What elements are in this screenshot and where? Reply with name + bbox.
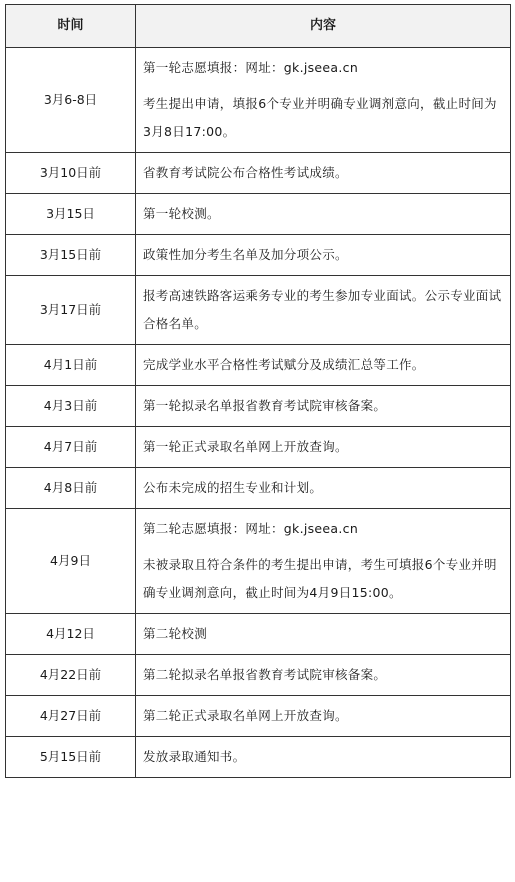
content-line: 第二轮校测 [143, 626, 208, 641]
content-line: 发放录取通知书。 [143, 749, 246, 764]
schedule-body [6, 48, 511, 778]
schedule-table [5, 4, 511, 778]
table-row [6, 696, 511, 737]
table-header-row [6, 5, 511, 48]
time-cell: 3月15日 [6, 194, 136, 235]
time-cell: 4月27日前 [6, 696, 136, 737]
table-row [6, 427, 511, 468]
content-cell [136, 468, 511, 509]
content-line: 第一轮拟录名单报省教育考试院审核备案。 [143, 398, 387, 413]
content-line: 完成学业水平合格性考试赋分及成绩汇总等工作。 [143, 357, 425, 372]
content-line: 第二轮正式录取名单网上开放查询。 [143, 708, 348, 723]
time-cell: 4月1日前 [6, 345, 136, 386]
content-cell [136, 386, 511, 427]
content-line: 政策性加分考生名单及加分项公示。 [143, 247, 348, 262]
table-row [6, 509, 511, 614]
content-cell [136, 345, 511, 386]
content-line: 报考高速铁路客运乘务专业的考生参加专业面试。公示专业面试合格名单。 [143, 288, 502, 331]
time-cell: 4月8日前 [6, 468, 136, 509]
content-line: 第一轮志愿填报：网址：gk.jseea.cn [143, 60, 359, 75]
content-cell [136, 427, 511, 468]
table-row [6, 48, 511, 153]
time-cell: 4月3日前 [6, 386, 136, 427]
time-cell: 3月17日前 [6, 276, 136, 345]
time-cell: 5月15日前 [6, 737, 136, 778]
content-cell [136, 737, 511, 778]
header-content: 内容 [136, 5, 511, 48]
content-cell [136, 509, 511, 614]
content-cell [136, 194, 511, 235]
time-cell: 3月6-8日 [6, 48, 136, 153]
time-cell: 4月12日 [6, 614, 136, 655]
content-cell [136, 235, 511, 276]
content-line: 第一轮正式录取名单网上开放查询。 [143, 439, 348, 454]
table-row [6, 235, 511, 276]
content-cell [136, 48, 511, 153]
content-cell [136, 276, 511, 345]
table-row [6, 153, 511, 194]
table-row [6, 194, 511, 235]
content-cell [136, 696, 511, 737]
content-cell [136, 153, 511, 194]
table-row [6, 737, 511, 778]
content-cell [136, 655, 511, 696]
table-row [6, 276, 511, 345]
time-cell: 4月9日 [6, 509, 136, 614]
time-cell: 3月10日前 [6, 153, 136, 194]
table-row [6, 468, 511, 509]
content-line: 省教育考试院公布合格性考试成绩。 [143, 165, 348, 180]
content-line: 公布未完成的招生专业和计划。 [143, 480, 323, 495]
content-line: 第二轮志愿填报：网址：gk.jseea.cn [143, 521, 359, 536]
content-cell [136, 614, 511, 655]
time-cell: 3月15日前 [6, 235, 136, 276]
time-cell: 4月7日前 [6, 427, 136, 468]
content-line: 未被录取且符合条件的考生提出申请，考生可填报6个专业并明确专业调剂意向，截止时间为4月9日15:00。 [143, 557, 497, 600]
content-line: 第二轮拟录名单报省教育考试院审核备案。 [143, 667, 387, 682]
time-cell: 4月22日前 [6, 655, 136, 696]
table-row [6, 345, 511, 386]
table-row [6, 386, 511, 427]
header-time: 时间 [6, 5, 136, 48]
content-line: 第一轮校测。 [143, 206, 220, 221]
content-line: 考生提出申请，填报6个专业并明确专业调剂意向，截止时间为3月8日17:00。 [143, 96, 497, 139]
table-row [6, 655, 511, 696]
table-row [6, 614, 511, 655]
